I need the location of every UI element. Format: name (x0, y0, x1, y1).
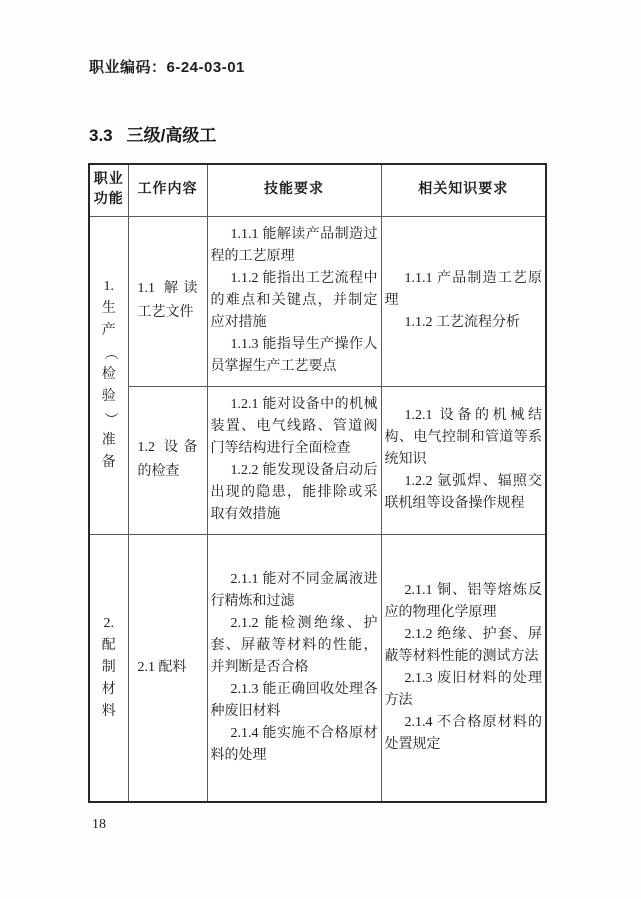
skill-item: 1.1.1 能解读产品制造过程的工艺原理 (210, 227, 378, 264)
function-number: 1. (103, 279, 114, 294)
table-row (89, 534, 546, 802)
skill-item: 2.1.2 能检测绝缘、护套、屏蔽等材料的性能，并判断是否合格 (210, 615, 378, 675)
skill-item: 1.1.3 能指导生产操作人员掌握生产工艺要点 (210, 337, 378, 374)
function-cell (89, 534, 128, 802)
skill-requirements-cell (207, 216, 381, 386)
function-char: 验 (101, 389, 116, 404)
function-char: 准 (101, 433, 116, 448)
skill-item: 1.2.1 能对设备中的机械装置、电气线路、管道阀门等结构进行全面检查 (210, 397, 378, 456)
section-title: 三级/高级工 (126, 126, 217, 145)
function-char: 材 (101, 681, 116, 697)
work-content-text: 1.2 设备的检查 (137, 440, 198, 479)
skill-requirements-cell (207, 534, 381, 802)
function-char (102, 408, 116, 430)
work-content-text: 1.1 解读工艺文件 (137, 281, 198, 320)
function-char: 生 (101, 301, 116, 316)
col-header-knowledge: 相关知识要求 (381, 164, 546, 216)
knowledge-item: 1.1.1 产品制造工艺原理 (384, 271, 542, 308)
function-char: 制 (101, 659, 116, 675)
knowledge-item: 1.2.2 氩弧焊、辐照交联机组等设备操作规程 (384, 474, 542, 511)
skill-item: 2.1.1 能对不同金属液进行精炼和过滤 (210, 571, 378, 609)
function-char: 料 (101, 703, 116, 719)
function-cell (89, 216, 128, 534)
function-char: 备 (101, 455, 116, 470)
knowledge-item: 1.2.1 设备的机械结构、电气控制和管道等系统知识 (384, 408, 542, 467)
work-content-cell (128, 386, 207, 534)
section-number: 3.3 (89, 126, 113, 145)
function-char (102, 342, 116, 364)
rotated-paren: （ (101, 346, 117, 360)
function-char: 检 (101, 367, 116, 382)
page-number: 18 (92, 817, 106, 832)
knowledge-requirements-cell (381, 534, 546, 802)
work-content-text: 2.1 配料 (137, 659, 187, 675)
section-heading (89, 121, 216, 146)
col-header-skill: 技能要求 (207, 164, 381, 216)
function-vertical-text (93, 613, 125, 723)
occupation-code: 职业编码：6-24-03-01 (89, 59, 245, 76)
function-char: 产 (101, 323, 116, 338)
function-vertical-text (93, 276, 125, 474)
skill-item: 1.1.2 能指出工艺流程中的难点和关键点，并制定应对措施 (210, 271, 378, 330)
table-row (89, 216, 546, 386)
table-body (89, 216, 546, 802)
function-number: 2. (103, 615, 114, 631)
knowledge-item: 2.1.3 废旧材料的处理方法 (384, 670, 542, 708)
col-header-function: 职业功能 (89, 164, 128, 216)
knowledge-item: 2.1.1 铜、铝等熔炼反应的物理化学原理 (384, 582, 542, 620)
skill-item: 2.1.3 能正确回收处理各种废旧材料 (210, 681, 378, 719)
knowledge-requirements-cell (381, 216, 546, 386)
knowledge-item: 1.1.2 工艺流程分析 (404, 315, 520, 330)
skill-item: 1.2.2 能发现设备启动后出现的隐患，能排除或采取有效措施 (210, 463, 378, 522)
col-header-work: 工作内容 (128, 164, 207, 216)
rotated-paren: ） (101, 412, 117, 426)
skill-item: 2.1.4 能实施不合格原材料的处理 (210, 725, 378, 763)
skill-requirements-cell (207, 386, 381, 534)
table-header-row (89, 164, 546, 216)
knowledge-item: 2.1.4 不合格原材料的处置规定 (384, 714, 542, 752)
table-row (89, 386, 546, 534)
function-char: 配 (101, 637, 116, 653)
work-content-cell (128, 216, 207, 386)
knowledge-requirements-cell (381, 386, 546, 534)
work-content-cell (128, 534, 207, 802)
standard-table (88, 163, 547, 803)
knowledge-item: 2.1.2 绝缘、护套、屏蔽等材料性能的测试方法 (384, 626, 542, 664)
